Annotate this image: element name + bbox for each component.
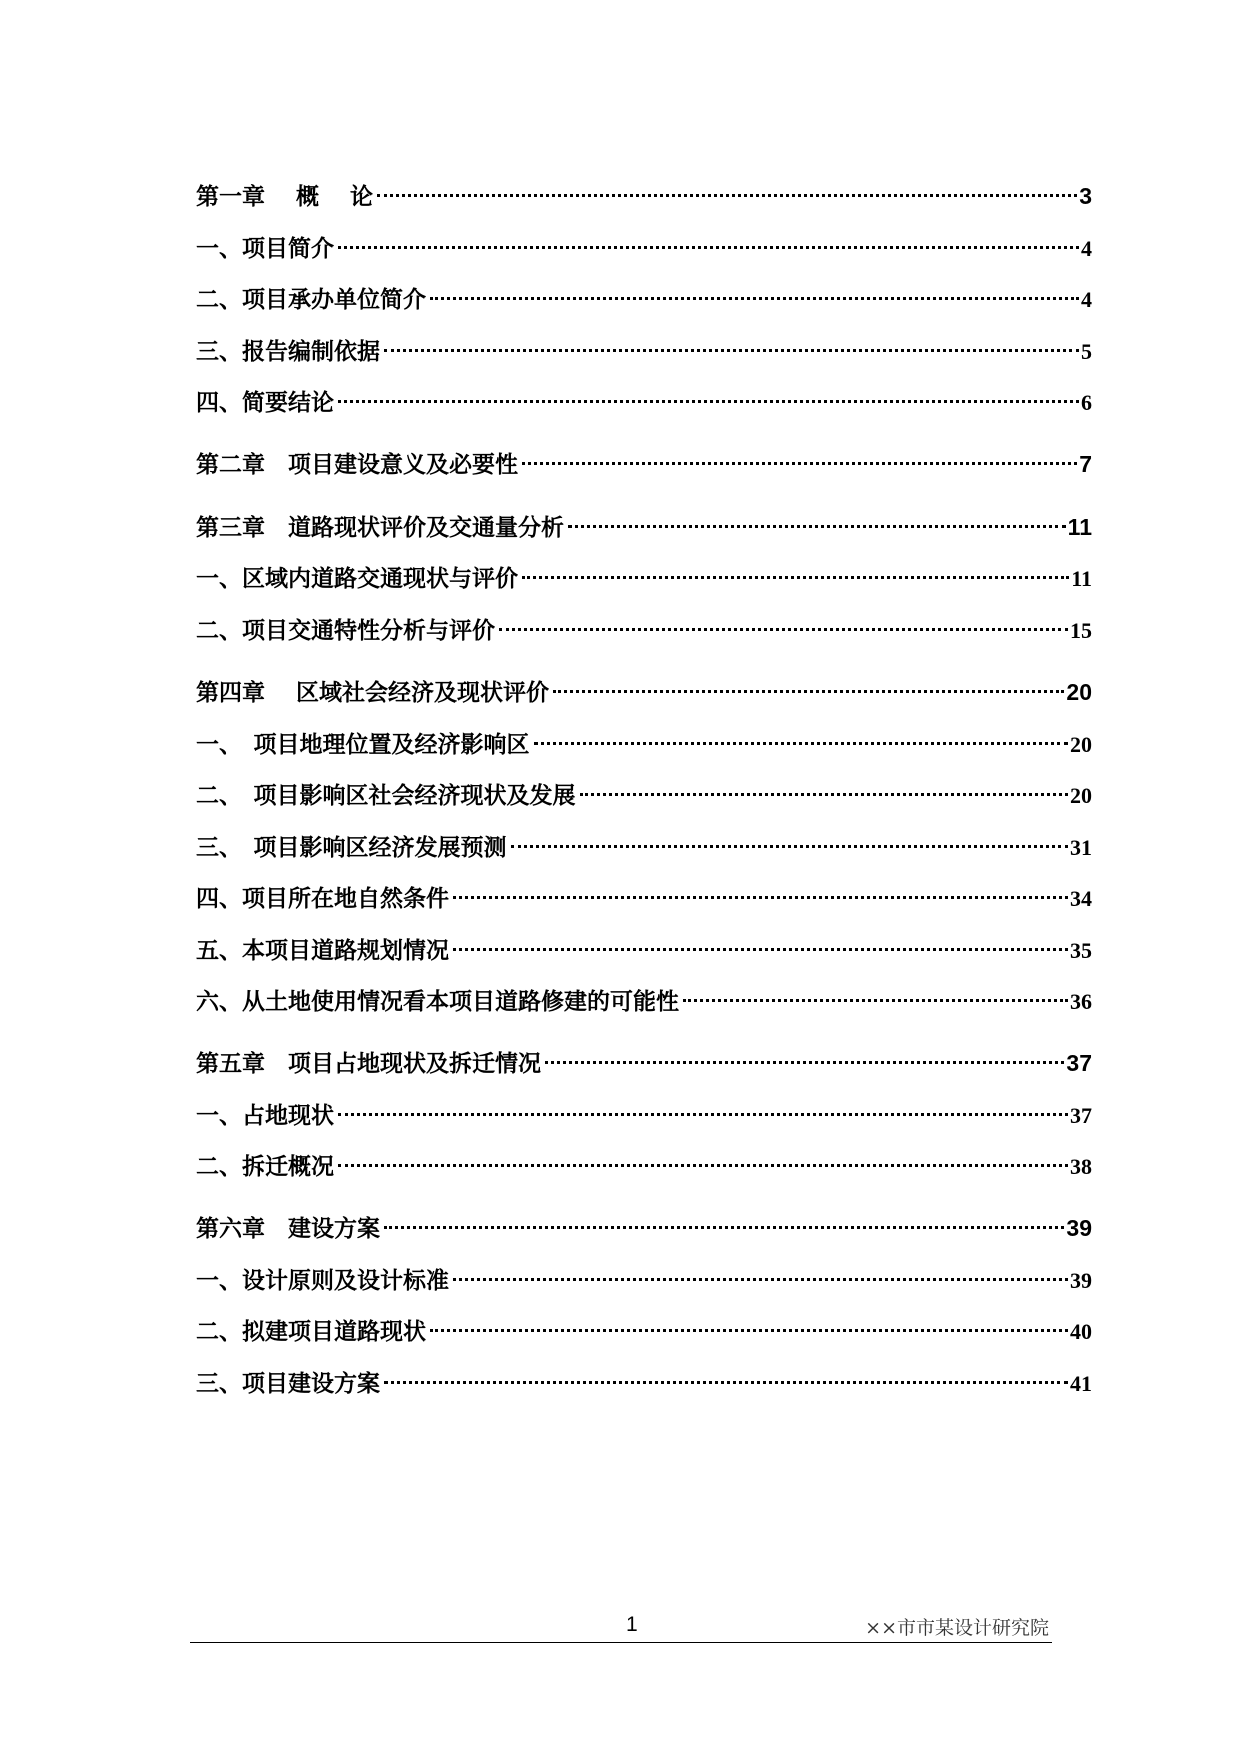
toc-page-number: 38 — [1070, 1154, 1092, 1179]
toc-section-entry[interactable] — [196, 829, 1092, 873]
toc-page-number: 4 — [1081, 287, 1092, 312]
toc-section-entry[interactable] — [196, 777, 1092, 821]
toc-entry-title: 六、从土地使用情况看本项目道路修建的可能性 — [196, 988, 679, 1015]
toc-page-number: 39 — [1066, 1215, 1092, 1241]
toc-dot-leader — [453, 1278, 1068, 1281]
toc-dot-leader — [384, 349, 1079, 352]
toc-chapter-entry[interactable] — [196, 1045, 1092, 1089]
toc-page-number: 35 — [1070, 938, 1092, 963]
toc-chapter-entry[interactable] — [196, 1210, 1092, 1254]
toc-chapter-entry[interactable] — [196, 178, 1092, 222]
toc-dot-leader — [338, 400, 1079, 403]
toc-entry-title: 第四章 区域社会经济及现状评价 — [196, 680, 550, 706]
toc-entry-title: 一、项目简介 — [196, 235, 334, 262]
toc-entry-title: 二、拆迁概况 — [196, 1153, 334, 1180]
toc-dot-leader — [511, 845, 1069, 848]
toc-entry-title: 二、项目承办单位简介 — [196, 286, 426, 313]
toc-section-entry[interactable] — [196, 880, 1092, 924]
toc-section-entry[interactable] — [196, 1097, 1092, 1141]
toc-entry-title: 第一章 概 论 — [196, 184, 374, 210]
toc-dot-leader — [338, 246, 1079, 249]
toc-dot-leader — [453, 896, 1068, 899]
toc-entry-title: 二、 项目影响区社会经济现状及发展 — [196, 782, 576, 809]
toc-dot-leader — [534, 742, 1069, 745]
toc-dot-leader — [499, 628, 1068, 631]
toc-page-number: 4 — [1081, 236, 1092, 261]
toc-section-entry[interactable] — [196, 932, 1092, 976]
toc-page-number: 41 — [1070, 1371, 1092, 1396]
toc-section-entry[interactable] — [196, 384, 1092, 428]
toc-dot-leader — [430, 1329, 1068, 1332]
toc-page-number: 20 — [1070, 732, 1092, 757]
toc-dot-leader — [453, 948, 1068, 951]
toc-dot-leader — [384, 1226, 1064, 1229]
toc-entry-title: 一、设计原则及设计标准 — [196, 1267, 449, 1294]
toc-entry-title: 第五章 项目占地现状及拆迁情况 — [196, 1051, 541, 1077]
toc-page-number: 20 — [1070, 783, 1092, 808]
toc-page-number: 34 — [1070, 886, 1092, 911]
toc-entry-title: 四、项目所在地自然条件 — [196, 885, 449, 912]
toc-section-entry[interactable] — [196, 1148, 1092, 1192]
toc-page-number: 15 — [1070, 618, 1092, 643]
toc-section-entry[interactable] — [196, 560, 1092, 604]
toc-section-entry[interactable] — [196, 1365, 1092, 1409]
toc-dot-leader — [683, 999, 1068, 1002]
toc-entry-title: 第三章 道路现状评价及交通量分析 — [196, 515, 564, 541]
toc-chapter-entry[interactable] — [196, 674, 1092, 718]
toc-dot-leader — [377, 194, 1077, 197]
toc-section-entry[interactable] — [196, 333, 1092, 377]
toc-dot-leader — [545, 1061, 1064, 1064]
toc-section-entry[interactable] — [196, 281, 1092, 325]
toc-entry-title: 三、报告编制依据 — [196, 338, 380, 365]
toc-dot-leader — [384, 1381, 1068, 1384]
toc-entry-title: 一、区域内道路交通现状与评价 — [196, 565, 518, 592]
footer-organization: ××市市某设计研究院 — [865, 1617, 1049, 1639]
toc-entry-title: 二、项目交通特性分析与评价 — [196, 617, 495, 644]
toc-dot-leader — [522, 462, 1077, 465]
toc-dot-leader — [522, 576, 1069, 579]
toc-entry-title: 二、拟建项目道路现状 — [196, 1318, 426, 1345]
toc-section-entry[interactable] — [196, 1262, 1092, 1306]
toc-entry-title: 三、项目建设方案 — [196, 1370, 380, 1397]
toc-section-entry[interactable] — [196, 726, 1092, 770]
toc-dot-leader — [338, 1113, 1068, 1116]
toc-page-number: 11 — [1071, 566, 1092, 591]
toc-page-number: 39 — [1070, 1268, 1092, 1293]
toc-entry-title: 第六章 建设方案 — [196, 1216, 380, 1242]
toc-entry-title: 第二章 项目建设意义及必要性 — [196, 452, 518, 478]
footer-page-number: 1 — [626, 1613, 638, 1636]
toc-page-number: 7 — [1079, 451, 1092, 477]
toc-dot-leader — [568, 525, 1066, 528]
footer-rule — [190, 1642, 1052, 1643]
toc-dot-leader — [338, 1164, 1068, 1167]
toc-section-entry[interactable] — [196, 1313, 1092, 1357]
toc-page-number: 37 — [1066, 1050, 1092, 1076]
toc-page-number: 40 — [1070, 1319, 1092, 1344]
toc-dot-leader — [430, 297, 1079, 300]
toc-chapter-entry[interactable] — [196, 509, 1092, 553]
toc-page-number: 20 — [1066, 679, 1092, 705]
toc-entry-title: 四、简要结论 — [196, 389, 334, 416]
toc-page-number: 3 — [1079, 183, 1092, 209]
toc-entry-title: 五、本项目道路规划情况 — [196, 937, 449, 964]
toc-page-number: 31 — [1070, 835, 1092, 860]
toc-section-entry[interactable] — [196, 612, 1092, 656]
toc-entry-title: 一、占地现状 — [196, 1102, 334, 1129]
toc-dot-leader — [580, 793, 1069, 796]
toc-section-entry[interactable] — [196, 983, 1092, 1027]
toc-entry-title: 一、 项目地理位置及经济影响区 — [196, 731, 530, 758]
toc-page-number: 37 — [1070, 1103, 1092, 1128]
toc-dot-leader — [553, 690, 1064, 693]
toc-page-number: 6 — [1081, 390, 1092, 415]
toc-page-number: 5 — [1081, 339, 1092, 364]
toc-page-number: 36 — [1070, 989, 1092, 1014]
toc-section-entry[interactable] — [196, 230, 1092, 274]
toc-entry-title: 三、 项目影响区经济发展预测 — [196, 834, 507, 861]
toc-page-number: 11 — [1067, 514, 1092, 540]
toc-chapter-entry[interactable] — [196, 446, 1092, 490]
